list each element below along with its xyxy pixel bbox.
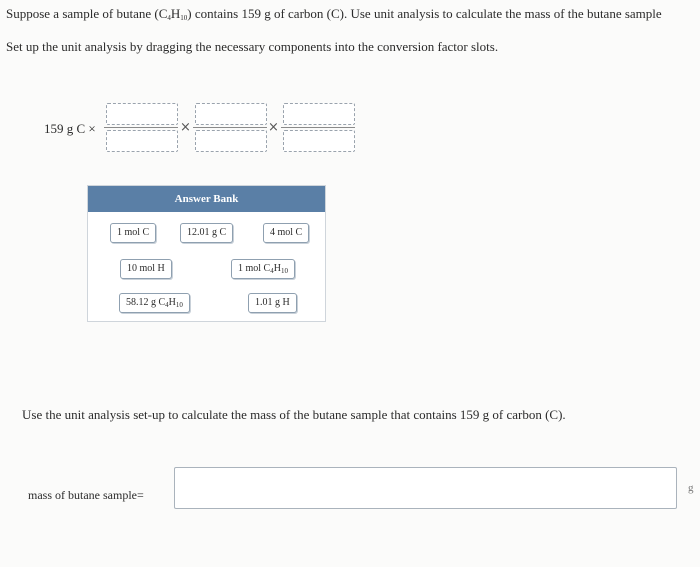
factor2-numerator-slot[interactable] (195, 103, 267, 125)
chip-1-01-g-h[interactable]: 1.01 g H (248, 293, 297, 313)
chip-4-mol-c[interactable]: 4 mol C (263, 223, 309, 243)
multiply-sign-1: × (180, 120, 191, 135)
instruction-text: Set up the unit analysis by dragging the necessary components into the conversion factor slots. (6, 39, 499, 54)
factor3-denominator-slot[interactable] (283, 130, 355, 152)
factor3-fraction-bar (281, 127, 355, 128)
answer-label: mass of butane sample= (28, 488, 144, 502)
chip-1-mol-c[interactable]: 1 mol C (110, 223, 156, 243)
answer-unit: g (688, 482, 694, 494)
answer-bank-title: Answer Bank (88, 186, 325, 212)
calculate-instruction: Use the unit analysis set-up to calculate the mass of the butane sample that contains 159 g of carbon (C). (22, 407, 566, 422)
factor1-fraction-bar (104, 127, 178, 128)
factor3-numerator-slot[interactable] (283, 103, 355, 125)
given-quantity: 159 g C × (44, 121, 96, 136)
factor2-denominator-slot[interactable] (195, 130, 267, 152)
chip-12-01-g-c[interactable]: 12.01 g C (180, 223, 233, 243)
factor1-denominator-slot[interactable] (106, 130, 178, 152)
butane-formula: $(C_4H_{10})$ (154, 6, 192, 22)
factor1-numerator-slot[interactable] (106, 103, 178, 125)
answer-bank (87, 185, 326, 322)
multiply-sign-2: × (268, 120, 279, 135)
chip-10-mol-h[interactable]: 10 mol H (120, 259, 172, 279)
factor2-fraction-bar (193, 127, 267, 128)
chip-1-mol-butane[interactable]: 1 mol $C_4H_{10}$ (231, 259, 295, 279)
mass-answer-input[interactable] (174, 467, 677, 509)
chip-58-12-g-butane[interactable]: 58.12 g $C_4H_{10}$ (119, 293, 190, 313)
question-text-line1: Suppose a sample of butane $(C_4H_{10})$ contains 159 g of carbon (C). Use unit analysis to calculate the mass of the butane sample (6, 6, 662, 22)
